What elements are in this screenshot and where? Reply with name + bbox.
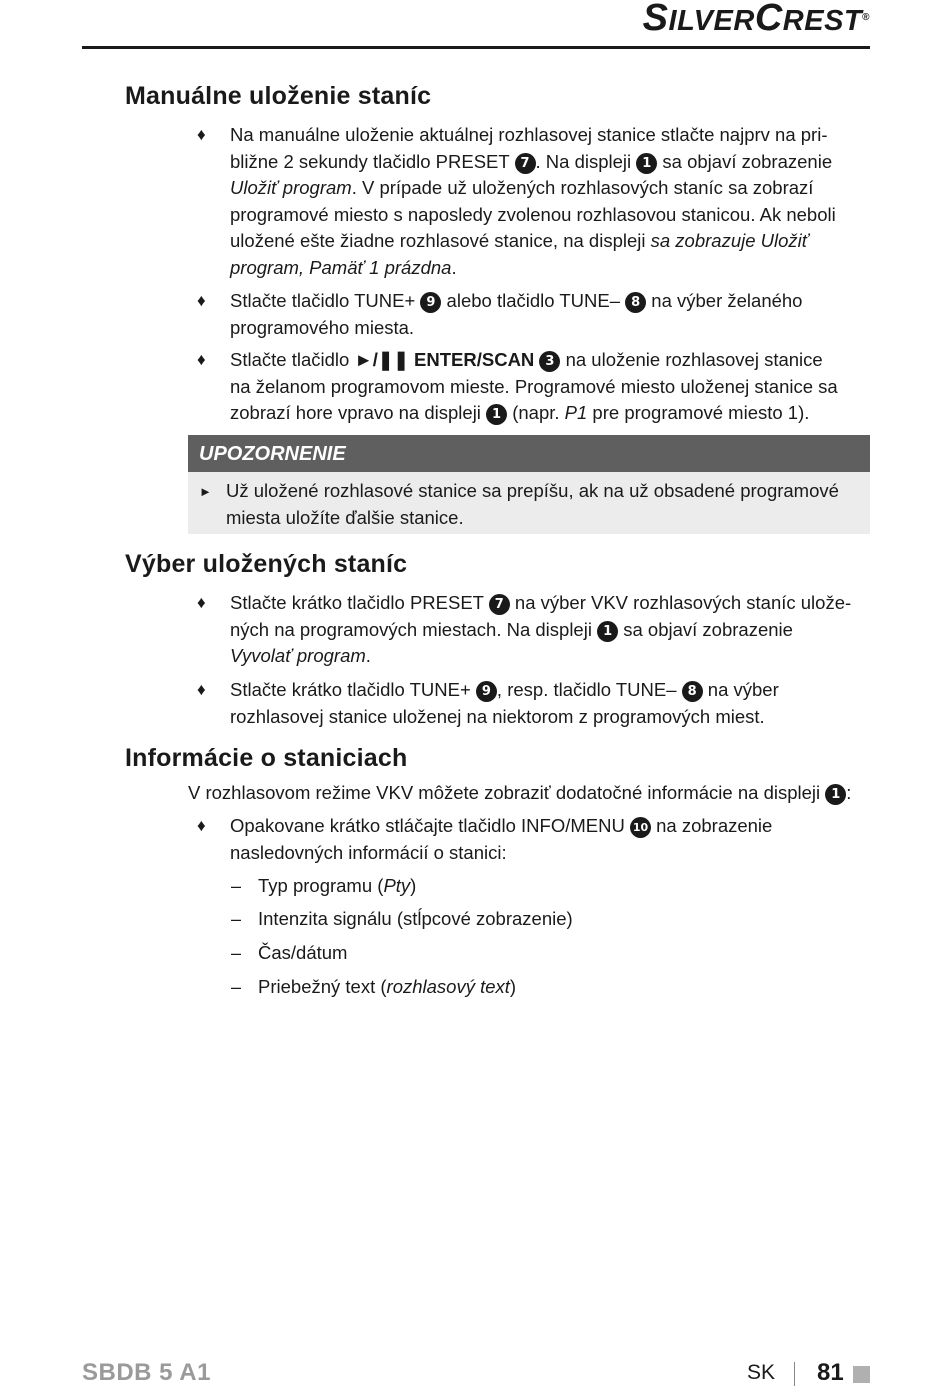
bullet-icon: ♦ (197, 291, 206, 310)
callout-badge: 7 (515, 153, 536, 174)
callout-badge: 9 (420, 292, 441, 313)
instruction-select-1: Stlačte krátko tlačidlo PRESET 7 na výber VKV rozhlasových staníc ulože- ných na programových miestach. Na displeji 1 sa objaví zobrazenie Vyvolať program. (230, 592, 852, 666)
section-title-station-info: Informácie o staniciach (125, 744, 408, 772)
info-list-item: Čas/dátum (258, 942, 348, 963)
callout-badge: 10 (630, 817, 651, 838)
callout-badge: 1 (597, 621, 618, 642)
bullet-icon: ♦ (197, 125, 206, 144)
callout-badge: 8 (682, 681, 703, 702)
footer-language: SK (747, 1361, 776, 1384)
info-list-item: Intenzita signálu (stĺpcové zobrazenie) (258, 908, 573, 929)
section-title-manual-save: Manuálne uloženie staníc (125, 82, 432, 110)
square-icon (853, 1366, 870, 1383)
dash-icon: – (231, 876, 242, 896)
callout-badge: 1 (636, 153, 657, 174)
footer-model: SBDB 5 A1 (82, 1359, 211, 1386)
instruction-info-1: Opakovane krátko stláčajte tlačidlo INFO/MENU 10 na zobrazenie nasledovných informácií o stanici: (230, 815, 773, 863)
callout-badge: 8 (625, 292, 646, 313)
dash-icon: – (231, 977, 242, 997)
brand-logo: SILVERCREST® (642, 0, 870, 39)
arrow-right-icon: ► (199, 484, 212, 499)
bullet-icon: ♦ (197, 816, 206, 835)
bullet-icon: ♦ (197, 680, 206, 699)
instruction-manual-save-1: Na manuálne uloženie aktuálnej rozhlasovej stanice stlačte najprv na pri- bližne 2 sekundy tlačidlo PRESET 7 . Na displeji 1 sa objaví zobrazenie Uložiť program. V prípade už uložených rozhlasových staníc sa zobrazí programové miesto s naposledy zvolenou rozhlasovou stanicou. Ak neboli uložené ešte žiadne rozhlasové stanice, na displeji sa zobrazuje Uložiť program, Pamäť 1 prázdna. (230, 124, 836, 278)
instruction-select-2: Stlačte krátko tlačidlo TUNE+ 9 , resp. tlačidlo TUNE– 8 na výber rozhlasovej stanice uloženej na niektorom z programových miest. (230, 679, 779, 727)
info-list-item: Priebežný text (rozhlasový text) (258, 976, 517, 997)
page-number: 81 (817, 1359, 844, 1386)
callout-badge: 3 (539, 351, 560, 372)
info-list-item: Typ programu (Pty) (258, 875, 417, 896)
section-title-select-stations: Výber uložených staníc (125, 550, 408, 578)
dash-icon: – (231, 909, 242, 929)
header-divider (82, 46, 870, 49)
dash-icon: – (231, 943, 242, 963)
callout-badge: 1 (825, 784, 846, 805)
instruction-manual-save-3: Stlačte tlačidlo ►/❚❚ ENTER/SCAN 3 na uloženie rozhlasovej stanice na želanom programovom mieste. Programové miesto uloženej stanice sa zobrazí hore vpravo na displeji 1 (napr. P1 pre programové miesto 1). (230, 349, 838, 423)
note-text: Už uložené rozhlasové stanice sa prepíšu, ak na už obsadené programové miesta uložíte ďalšie stanice. (226, 480, 839, 528)
callout-badge: 1 (486, 404, 507, 425)
callout-badge: 7 (489, 594, 510, 615)
bullet-icon: ♦ (197, 350, 206, 369)
callout-badge: 9 (476, 681, 497, 702)
station-info-intro: V rozhlasovom režime VKV môžete zobraziť dodatočné informácie na displeji 1 : (188, 782, 852, 803)
instruction-manual-save-2: Stlačte tlačidlo TUNE+ 9 alebo tlačidlo TUNE– 8 na výber želaného programového miesta. (230, 290, 803, 338)
bullet-icon: ♦ (197, 593, 206, 612)
note-header: UPOZORNENIE (188, 435, 870, 472)
note-box (188, 435, 870, 534)
footer-separator (794, 1362, 795, 1386)
